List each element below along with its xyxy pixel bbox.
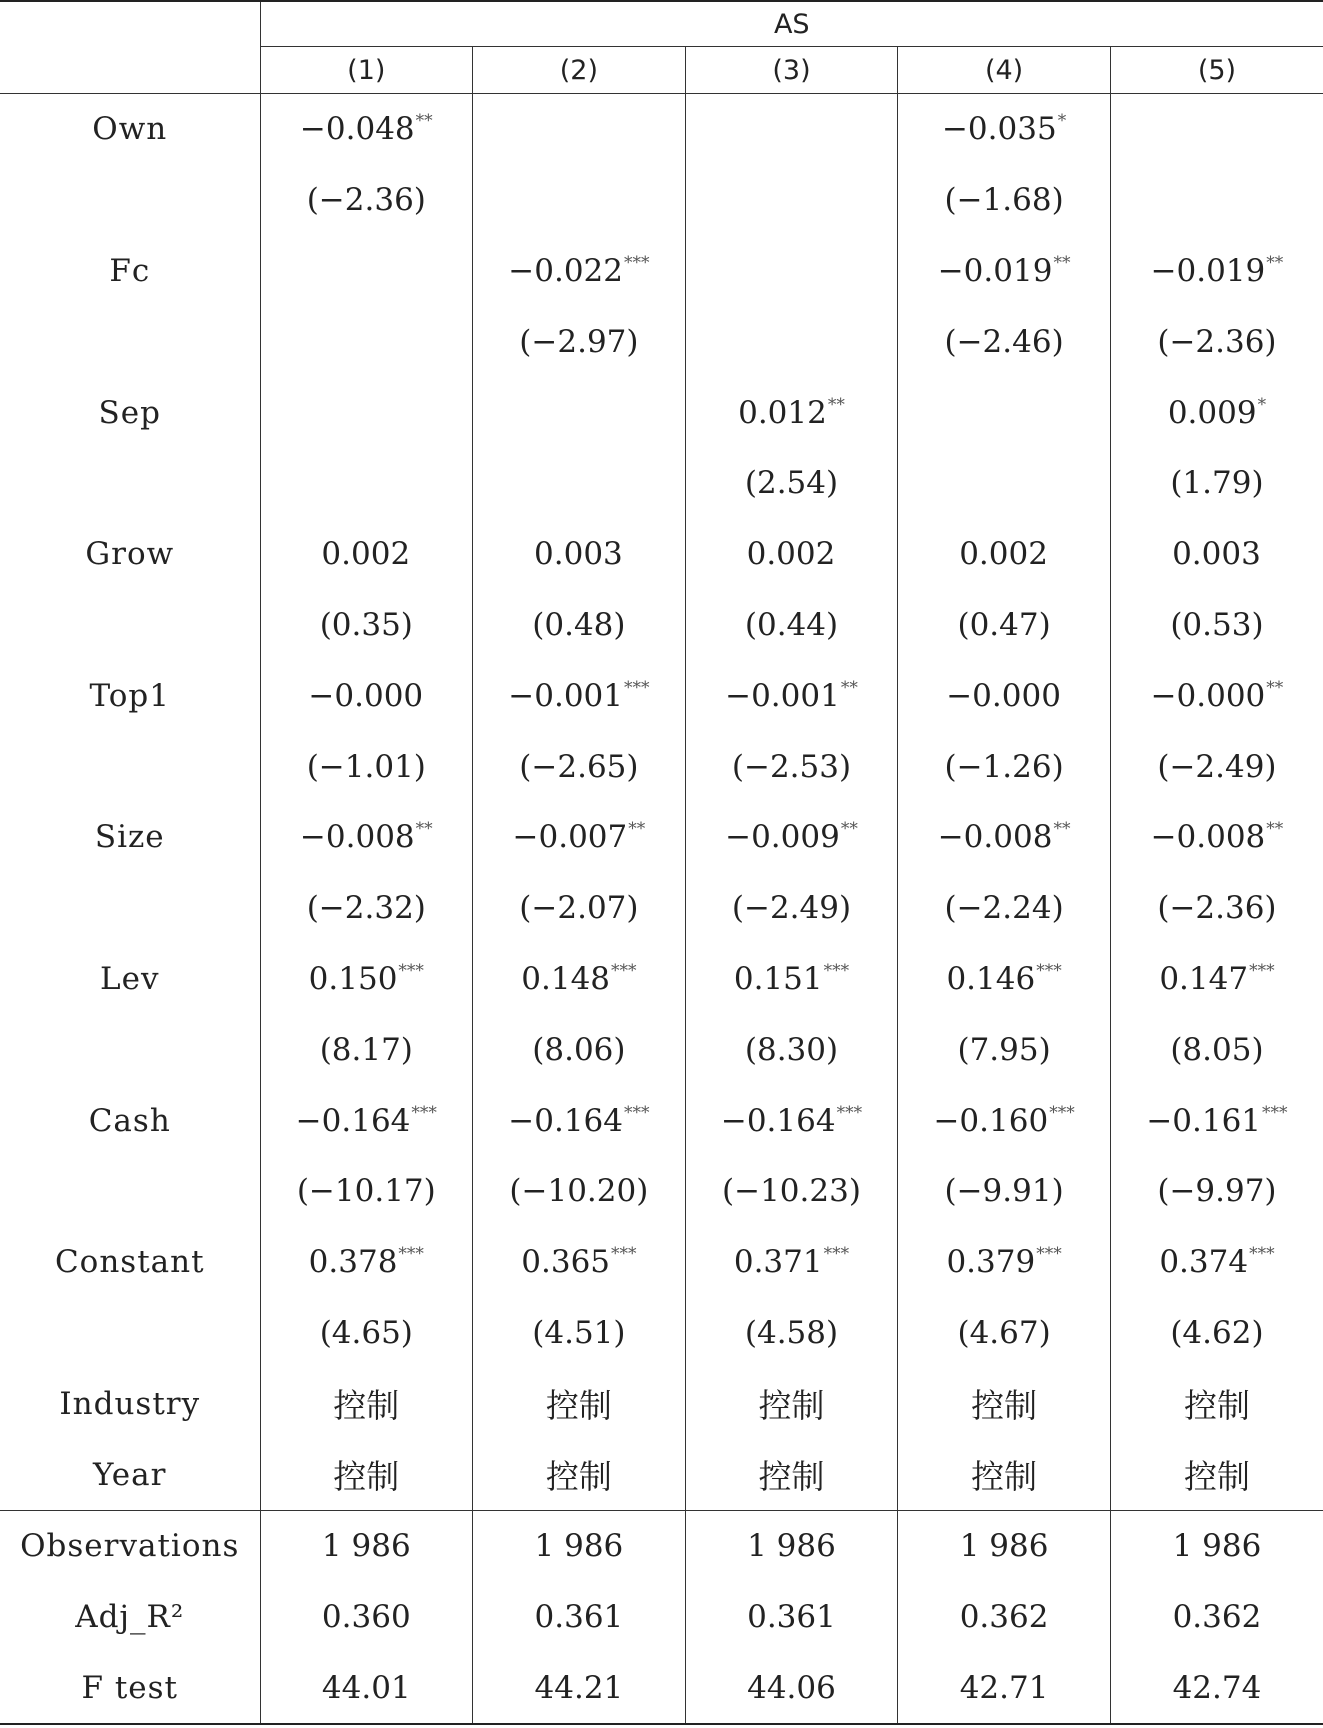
control-value: 控制 [473, 1368, 686, 1439]
significance-stars: *** [398, 960, 424, 981]
t-statistic: (4.65) [260, 1298, 473, 1369]
statistic-value: 42.74 [1110, 1653, 1323, 1725]
statistic-value: 0.360 [260, 1582, 473, 1653]
significance-stars: *** [823, 960, 850, 981]
statistic-value: 1 986 [473, 1510, 686, 1581]
statistic-value: 1 986 [1110, 1510, 1323, 1581]
significance-stars: *** [1249, 960, 1275, 981]
coefficient-value: 0.012 [738, 394, 827, 431]
coefficient-cell [473, 944, 686, 1015]
coefficient-value: 0.002 [321, 536, 411, 573]
significance-stars: *** [1036, 1244, 1062, 1265]
t-statistic [473, 165, 686, 236]
coefficient-cell [685, 802, 898, 873]
t-statistic [260, 306, 473, 377]
variable-label: Sep [98, 394, 161, 431]
variable-label: Own [92, 111, 168, 148]
coefficient-value: 0.002 [959, 536, 1048, 573]
coefficient-value: −0.000 [308, 677, 424, 714]
t-statistic: (−1.26) [898, 731, 1111, 802]
significance-stars: *** [611, 1244, 637, 1265]
t-stat-row [0, 1156, 1323, 1227]
coefficient-value: 0.147 [1159, 960, 1249, 997]
significance-stars: * [1257, 394, 1267, 415]
t-stat-row [0, 873, 1323, 944]
t-statistic: (7.95) [898, 1014, 1111, 1085]
t-statistic: (4.67) [898, 1298, 1111, 1369]
coef-row [0, 660, 1323, 731]
t-statistic: (−2.32) [260, 873, 473, 944]
coef-row [0, 1085, 1323, 1156]
control-row [0, 1439, 1323, 1510]
coefficient-value: 0.003 [534, 536, 623, 573]
coefficient-value: −0.019 [937, 252, 1053, 289]
coefficient-cell [260, 1227, 473, 1298]
coefficient-cell [1110, 377, 1323, 448]
coefficient-value: −0.164 [720, 1102, 836, 1139]
coefficient-value: 0.150 [308, 960, 398, 997]
t-statistic [685, 165, 898, 236]
t-stat-row [0, 448, 1323, 519]
coefficient-cell [260, 236, 473, 307]
coefficient-cell [260, 1085, 473, 1156]
t-statistic: (0.53) [1110, 590, 1323, 661]
empty-label-cell [0, 590, 260, 661]
significance-stars: ** [827, 394, 845, 415]
t-statistic: (−2.97) [473, 306, 686, 377]
coefficient-cell [685, 1227, 898, 1298]
coefficient-value: −0.000 [946, 677, 1061, 714]
t-statistic: (0.44) [685, 590, 898, 661]
significance-stars: * [1057, 111, 1067, 132]
significance-stars: *** [624, 252, 650, 273]
t-statistic [685, 306, 898, 377]
control-value: 控制 [1110, 1439, 1323, 1510]
significance-stars: *** [823, 1244, 850, 1265]
coefficient-cell [1110, 236, 1323, 307]
coefficient-cell [260, 94, 473, 165]
significance-stars: ** [1266, 819, 1284, 840]
t-stat-row [0, 1014, 1323, 1085]
t-statistic: (4.58) [685, 1298, 898, 1369]
dependent-variable-header: AS [260, 1, 1323, 47]
significance-stars: ** [1266, 252, 1284, 273]
statistic-value: 0.361 [473, 1582, 686, 1653]
coefficient-value: −0.008 [937, 819, 1053, 856]
significance-stars: ** [840, 819, 858, 840]
coefficient-value: −0.000 [1150, 677, 1266, 714]
column-header: (4) [898, 47, 1111, 94]
t-stat-row [0, 590, 1323, 661]
coefficient-value: 0.365 [521, 1244, 611, 1281]
significance-stars: *** [1049, 1102, 1075, 1123]
coef-row [0, 236, 1323, 307]
significance-stars: *** [398, 1244, 424, 1265]
control-label: Year [93, 1456, 167, 1493]
statistic-row [0, 1510, 1323, 1581]
significance-stars: ** [1266, 677, 1284, 698]
empty-label-cell [0, 1156, 260, 1227]
significance-stars: *** [1262, 1102, 1288, 1123]
significance-stars: ** [840, 677, 858, 698]
coefficient-value: 0.379 [946, 1244, 1036, 1281]
t-statistic [898, 448, 1111, 519]
t-statistic: (−2.46) [898, 306, 1111, 377]
coef-row [0, 377, 1323, 448]
variable-label: Cash [88, 1102, 171, 1139]
statistic-value: 0.362 [898, 1582, 1111, 1653]
variable-label: Lev [100, 960, 160, 997]
coef-row [0, 944, 1323, 1015]
column-header: (2) [473, 47, 686, 94]
coefficient-cell [1110, 802, 1323, 873]
significance-stars: ** [628, 819, 646, 840]
coefficient-cell [685, 660, 898, 731]
coefficient-cell [473, 377, 686, 448]
coefficient-cell [473, 519, 686, 590]
statistic-value: 1 986 [260, 1510, 473, 1581]
coefficient-value: −0.164 [508, 1102, 623, 1139]
t-statistic: (0.35) [260, 590, 473, 661]
column-header: (3) [685, 47, 898, 94]
empty-label-cell [0, 306, 260, 377]
t-statistic: (−2.49) [685, 873, 898, 944]
significance-stars: *** [411, 1102, 437, 1123]
coefficient-value: −0.022 [508, 252, 623, 289]
variable-label: Grow [85, 536, 175, 573]
significance-stars: *** [1036, 960, 1062, 981]
t-statistic: (−2.36) [1110, 306, 1323, 377]
statistic-row [0, 1653, 1323, 1725]
empty-label-cell [0, 873, 260, 944]
column-header: (5) [1110, 47, 1323, 94]
t-statistic: (8.06) [473, 1014, 686, 1085]
statistic-value: 44.21 [473, 1653, 686, 1725]
statistic-value: 0.362 [1110, 1582, 1323, 1653]
empty-label-cell [0, 448, 260, 519]
coefficient-value: −0.007 [512, 819, 628, 856]
empty-label-cell [0, 731, 260, 802]
control-value: 控制 [898, 1368, 1111, 1439]
control-value: 控制 [473, 1439, 686, 1510]
coefficient-value: −0.001 [725, 677, 840, 714]
t-statistic: (−1.01) [260, 731, 473, 802]
statistic-label: Observations [0, 1510, 260, 1581]
significance-stars: ** [1053, 819, 1071, 840]
statistic-label: F test [0, 1653, 260, 1725]
coefficient-cell [260, 944, 473, 1015]
coefficient-value: 0.146 [946, 960, 1036, 997]
significance-stars: *** [624, 677, 650, 698]
t-statistic: (8.17) [260, 1014, 473, 1085]
coefficient-cell [685, 519, 898, 590]
coefficient-cell [260, 802, 473, 873]
coefficient-cell [260, 519, 473, 590]
significance-stars: *** [624, 1102, 650, 1123]
empty-label-cell [0, 1014, 260, 1085]
coefficient-value: 0.151 [733, 960, 823, 997]
t-statistic [1110, 165, 1323, 236]
coefficient-value: −0.008 [299, 819, 415, 856]
t-stat-row [0, 306, 1323, 377]
t-statistic: (−2.24) [898, 873, 1111, 944]
t-statistic: (4.62) [1110, 1298, 1323, 1369]
t-statistic: (−10.17) [260, 1156, 473, 1227]
significance-stars: *** [1249, 1244, 1275, 1265]
coefficient-value: −0.161 [1146, 1102, 1262, 1139]
control-value: 控制 [685, 1439, 898, 1510]
t-statistic: (−2.36) [1110, 873, 1323, 944]
coefficient-cell [1110, 519, 1323, 590]
statistic-value: 44.06 [685, 1653, 898, 1725]
coefficient-cell [685, 944, 898, 1015]
t-statistic: (−2.53) [685, 731, 898, 802]
coefficient-value: 0.003 [1172, 536, 1261, 573]
coefficient-value: 0.148 [521, 960, 611, 997]
coef-row [0, 94, 1323, 165]
control-value: 控制 [685, 1368, 898, 1439]
significance-stars: ** [415, 111, 433, 132]
t-statistic [473, 448, 686, 519]
coefficient-cell [898, 660, 1111, 731]
statistic-value: 1 986 [898, 1510, 1111, 1581]
coefficient-value: −0.008 [1150, 819, 1266, 856]
t-statistic: (8.05) [1110, 1014, 1323, 1085]
statistic-value: 0.361 [685, 1582, 898, 1653]
coefficient-cell [685, 236, 898, 307]
coefficient-cell [473, 1085, 686, 1156]
coefficient-cell [898, 1085, 1111, 1156]
t-statistic: (−10.23) [685, 1156, 898, 1227]
t-statistic: (−2.65) [473, 731, 686, 802]
t-statistic: (0.47) [898, 590, 1111, 661]
statistic-value: 44.01 [260, 1653, 473, 1725]
coefficient-cell [260, 377, 473, 448]
t-statistic: (−2.07) [473, 873, 686, 944]
control-value: 控制 [260, 1368, 473, 1439]
t-stat-row [0, 165, 1323, 236]
control-row [0, 1368, 1323, 1439]
coefficient-value: 0.371 [733, 1244, 823, 1281]
t-stat-row [0, 1298, 1323, 1369]
coefficient-value: −0.048 [299, 111, 415, 148]
t-statistic: (−9.97) [1110, 1156, 1323, 1227]
coefficient-cell [1110, 1227, 1323, 1298]
coef-row [0, 519, 1323, 590]
t-statistic: (−2.49) [1110, 731, 1323, 802]
control-value: 控制 [260, 1439, 473, 1510]
coefficient-value: 0.378 [308, 1244, 398, 1281]
t-statistic: (0.48) [473, 590, 686, 661]
coefficient-cell [898, 519, 1111, 590]
coefficient-cell [898, 802, 1111, 873]
variable-label: Constant [54, 1244, 205, 1281]
coef-row [0, 802, 1323, 873]
control-value: 控制 [898, 1439, 1111, 1510]
variable-label: Top1 [89, 677, 170, 714]
coefficient-cell [1110, 94, 1323, 165]
t-statistic [260, 448, 473, 519]
coefficient-cell [685, 1085, 898, 1156]
coefficient-value: −0.164 [295, 1102, 411, 1139]
t-statistic: (−9.91) [898, 1156, 1111, 1227]
significance-stars: *** [611, 960, 637, 981]
coefficient-cell [1110, 660, 1323, 731]
coefficient-cell [473, 802, 686, 873]
statistic-value: 1 986 [685, 1510, 898, 1581]
coefficient-value: 0.009 [1167, 394, 1257, 431]
coefficient-value: −0.035 [941, 111, 1057, 148]
t-statistic: (2.54) [685, 448, 898, 519]
t-statistic: (4.51) [473, 1298, 686, 1369]
coefficient-cell [898, 236, 1111, 307]
coefficient-cell [898, 1227, 1111, 1298]
coefficient-value: 0.374 [1159, 1244, 1249, 1281]
coefficient-cell [685, 94, 898, 165]
t-statistic: (−2.36) [260, 165, 473, 236]
coefficient-value: −0.160 [933, 1102, 1049, 1139]
table-body [0, 94, 1323, 1725]
coefficient-cell [260, 660, 473, 731]
statistic-label: Adj_R² [75, 1599, 185, 1636]
variable-label: Fc [109, 252, 151, 289]
empty-label-cell [0, 1298, 260, 1369]
coefficient-cell [685, 377, 898, 448]
coefficient-cell [898, 377, 1111, 448]
variable-label: Size [94, 819, 165, 856]
t-statistic: (8.30) [685, 1014, 898, 1085]
statistic-value: 42.71 [898, 1653, 1111, 1725]
statistic-row [0, 1582, 1323, 1653]
column-header: (1) [260, 47, 473, 94]
corner-cell [0, 1, 260, 94]
significance-stars: ** [415, 819, 433, 840]
coef-row [0, 1227, 1323, 1298]
coefficient-cell [898, 94, 1111, 165]
coefficient-cell [473, 1227, 686, 1298]
t-statistic: (−10.20) [473, 1156, 686, 1227]
coefficient-value: −0.019 [1150, 252, 1266, 289]
coefficient-cell [473, 660, 686, 731]
empty-label-cell [0, 165, 260, 236]
t-stat-row [0, 731, 1323, 802]
coefficient-cell [898, 944, 1111, 1015]
coefficient-cell [1110, 1085, 1323, 1156]
t-statistic: (1.79) [1110, 448, 1323, 519]
significance-stars: ** [1053, 252, 1071, 273]
coefficient-value: −0.001 [508, 677, 623, 714]
t-statistic: (−1.68) [898, 165, 1111, 236]
control-label: Industry [59, 1385, 201, 1422]
significance-stars: *** [836, 1102, 863, 1123]
coefficient-value: 0.002 [746, 536, 836, 573]
coefficient-cell [473, 236, 686, 307]
coefficient-cell [473, 94, 686, 165]
coefficient-cell [1110, 944, 1323, 1015]
coefficient-value: −0.009 [725, 819, 840, 856]
control-value: 控制 [1110, 1368, 1323, 1439]
